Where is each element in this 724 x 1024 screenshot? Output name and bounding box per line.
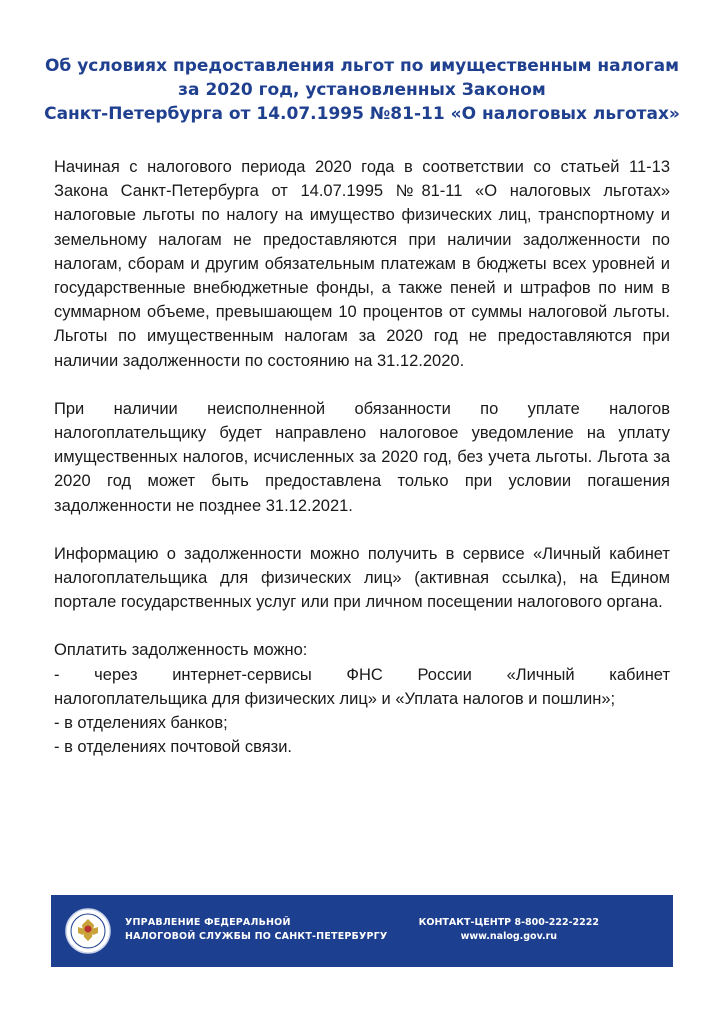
footer-banner: [51, 895, 673, 967]
payment-intro: Оплатить задолженность можно:: [54, 641, 308, 660]
title-line-3: Санкт-Петербурга от 14.07.1995 №81-11 «О налоговых льготах»: [44, 104, 680, 124]
org-line-2: НАЛОГОВОЙ СЛУЖБЫ ПО САНКТ-ПЕТЕРБУРГУ: [125, 931, 388, 942]
paragraph-benefit-conditions: Начиная с налогового периода 2020 года в соответствии со статьей 11-13 Закона Санкт-Петербурга от 14.07.1995 №81-11 «О налоговых льготах» налоговые льготы по налогу на имущество физических лиц, транспортному и земельному налогам не предоставляются при наличии задолженности по налогам, сборам и другим обязательным платежам в бюджеты всех уровней и государственные внебюджетные фонды, а также пеней и штрафов по ним в суммарном объеме, превышающем 10 процентов от суммы налоговой льготы. Льготы по имущественным налогам за 2020 год не предоставляются при наличии задолженности по состоянию на 31.12.2020.: [54, 158, 670, 370]
title-line-2: за 2020 год, установленных Законом: [178, 80, 546, 100]
footer-organization: [125, 916, 387, 944]
title-line-1: Об условиях предоставления льгот по имущественным налогам: [44, 56, 680, 76]
paragraph-tax-notice: При наличии неисполненной обязанности по уплате налогов налогоплательщику будет направлено налоговое уведомление на уплату имущественных налогов, исчисленных за 2020 год, без учета льготы. Льгота за 2020 год может быть предоставлена только при условии погашения задолженности не позднее 31.12.2021.: [54, 399, 670, 515]
org-line-1: УПРАВЛЕНИЕ ФЕДЕРАЛЬНОЙ: [125, 917, 291, 928]
fns-emblem-icon: [64, 907, 112, 955]
page-title: [40, 54, 684, 126]
contact-center: КОНТАКТ-ЦЕНТР 8-800-222-2222: [418, 917, 599, 928]
paragraph-payment-methods: [54, 638, 675, 759]
payment-item-post: - в отделениях почтовой связи.: [54, 738, 292, 757]
footer-contacts: [419, 916, 599, 944]
website-link[interactable]: www.nalog.gov.ru: [460, 931, 558, 942]
payment-item-online: - через интернет-сервисы ФНС России «Личный кабинет налогоплательщика для физических лиц» и «Уплата налогов и пошлин»;: [54, 665, 675, 708]
document-body: [54, 155, 675, 759]
payment-item-banks: - в отделениях банков;: [54, 714, 228, 733]
paragraph-debt-info: Информацию о задолженности можно получить в сервисе «Личный кабинет налогоплательщика для физических лиц» (активная ссылка), на Едином портале государственных услуг или при личном посещении налогового органа.: [54, 544, 670, 612]
